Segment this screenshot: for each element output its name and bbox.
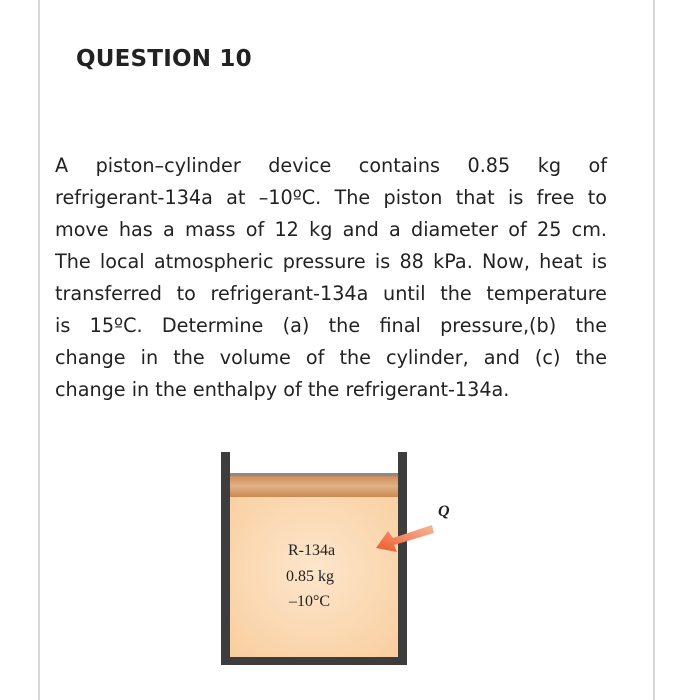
piston-cylinder-diagram	[210, 445, 470, 675]
question-line: is 15ºC. Determine (a) the final pressure,(b) the	[55, 314, 607, 337]
cylinder-left-wall	[221, 452, 230, 665]
cylinder-right-wall	[398, 452, 407, 665]
mass-label: 0.85 kg	[286, 568, 334, 585]
question-line: The local atmospheric pressure is 88 kPa. Now, heat is	[55, 250, 607, 273]
question-line: refrigerant-134a at –10ºC. The piston that is free to	[55, 186, 607, 209]
question-line: change in the enthalpy of the refrigerant-134a.	[55, 378, 510, 401]
question-body	[55, 150, 607, 406]
piston-cylinder-figure	[210, 445, 470, 675]
piston	[230, 475, 398, 497]
question-line: move has a mass of 12 kg and a diameter of 25 cm.	[55, 218, 607, 241]
temperature-label: –10°C	[289, 593, 331, 610]
question-line: transferred to refrigerant-134a until the temperature	[55, 282, 607, 305]
heat-label: Q	[438, 503, 450, 520]
cylinder-bottom	[221, 657, 407, 665]
question-line: change in the volume of the cylinder, and (c) the	[55, 346, 607, 369]
question-title: QUESTION 10	[76, 46, 252, 72]
substance-label: R-134a	[288, 542, 336, 559]
question-line: A piston–cylinder device contains 0.85 kg of	[55, 154, 607, 177]
